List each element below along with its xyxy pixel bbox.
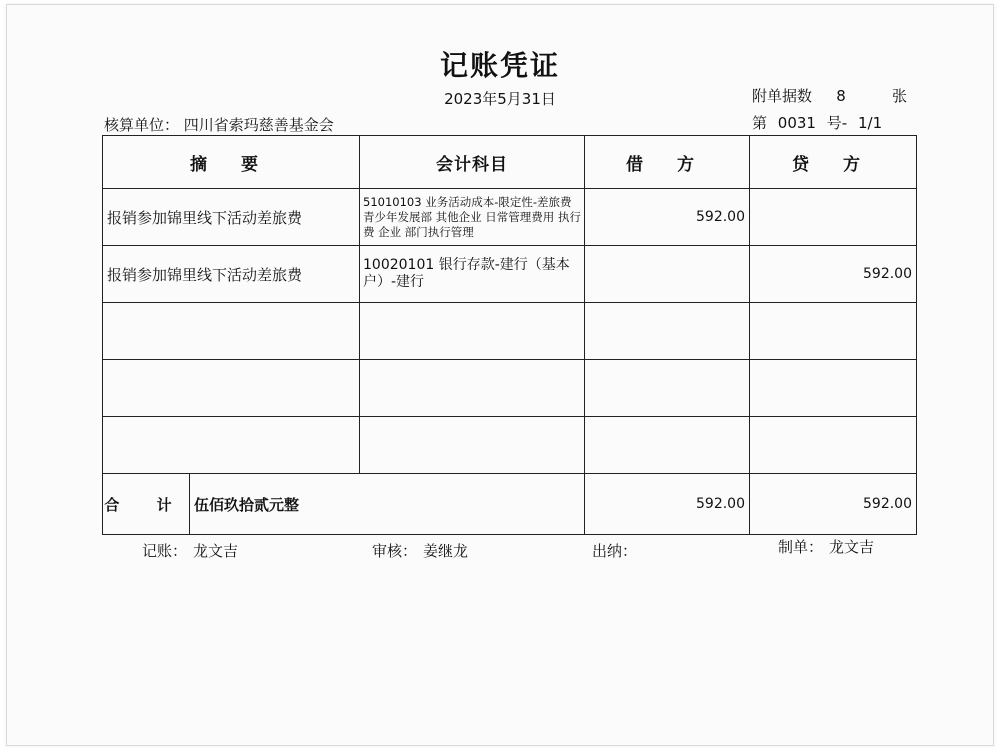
row-summary <box>103 417 360 474</box>
table-row <box>103 417 917 474</box>
row-debit <box>585 246 750 303</box>
signature-reviewer <box>372 540 468 561</box>
row-summary: 报销参加锦里线下活动差旅费 <box>103 189 360 246</box>
attachments-label: 附单据数 <box>752 87 813 105</box>
header-debit: 借 方 <box>585 136 750 189</box>
reviewer-name: 姜继龙 <box>423 542 469 560</box>
row-account <box>360 360 585 417</box>
row-summary <box>103 303 360 360</box>
signature-preparer <box>778 536 874 557</box>
header-summary: 摘 要 <box>103 136 360 189</box>
preparer-label: 制单： <box>778 538 824 556</box>
table-row <box>103 246 917 303</box>
row-credit <box>750 417 917 474</box>
total-row <box>103 474 917 535</box>
row-account <box>360 303 585 360</box>
row-credit <box>750 189 917 246</box>
voucher-date: 2023年5月31日 <box>444 90 556 108</box>
attachments-unit: 张 <box>892 87 908 105</box>
attachments-info <box>752 85 907 106</box>
reviewer-label: 审核： <box>372 542 418 560</box>
row-debit: 592.00 <box>585 189 750 246</box>
voucher-no-page: 1/1 <box>857 114 883 132</box>
voucher-no-value: 0031 <box>777 114 816 132</box>
row-credit <box>750 360 917 417</box>
total-label: 合 计 <box>103 474 190 534</box>
table-row <box>103 303 917 360</box>
preparer-name: 龙文吉 <box>829 538 875 556</box>
row-debit <box>585 360 750 417</box>
total-cell <box>103 474 585 535</box>
total-credit: 592.00 <box>750 474 917 535</box>
table-header-row <box>103 136 917 189</box>
row-credit <box>750 303 917 360</box>
row-summary <box>103 360 360 417</box>
row-credit: 592.00 <box>750 246 917 303</box>
row-account: 10020101 银行存款-建行（基本户）-建行 <box>360 246 585 303</box>
voucher-no-prefix: 第 <box>752 114 768 132</box>
header-credit: 贷 方 <box>750 136 917 189</box>
row-summary: 报销参加锦里线下活动差旅费 <box>103 246 360 303</box>
cashier-label: 出纳： <box>592 542 638 560</box>
voucher-number <box>752 112 888 133</box>
attachments-count: 8 <box>836 87 846 105</box>
total-amount-in-words: 伍佰玖拾贰元整 <box>194 495 300 514</box>
table-row <box>103 189 917 246</box>
signature-cashier <box>592 540 643 561</box>
voucher-title: 记账凭证 <box>439 49 560 82</box>
voucher-table <box>102 135 917 535</box>
header-account: 会计科目 <box>360 136 585 189</box>
total-debit: 592.00 <box>585 474 750 535</box>
table-row <box>103 360 917 417</box>
accounting-unit-label: 核算单位： <box>104 116 180 134</box>
row-debit <box>585 303 750 360</box>
row-account <box>360 417 585 474</box>
bookkeeper-name: 龙文吉 <box>193 542 239 560</box>
signature-bookkeeper <box>142 540 238 561</box>
accounting-unit-name: 四川省索玛慈善基金会 <box>183 116 334 134</box>
bookkeeper-label: 记账： <box>142 542 188 560</box>
row-debit <box>585 417 750 474</box>
row-account: 51010103 业务活动成本-限定性-差旅费 青少年发展部 其他企业 日常管理费用 执行费 企业 部门执行管理 <box>360 189 585 246</box>
accounting-unit <box>104 114 334 135</box>
voucher-no-suffix: 号- <box>826 114 848 132</box>
